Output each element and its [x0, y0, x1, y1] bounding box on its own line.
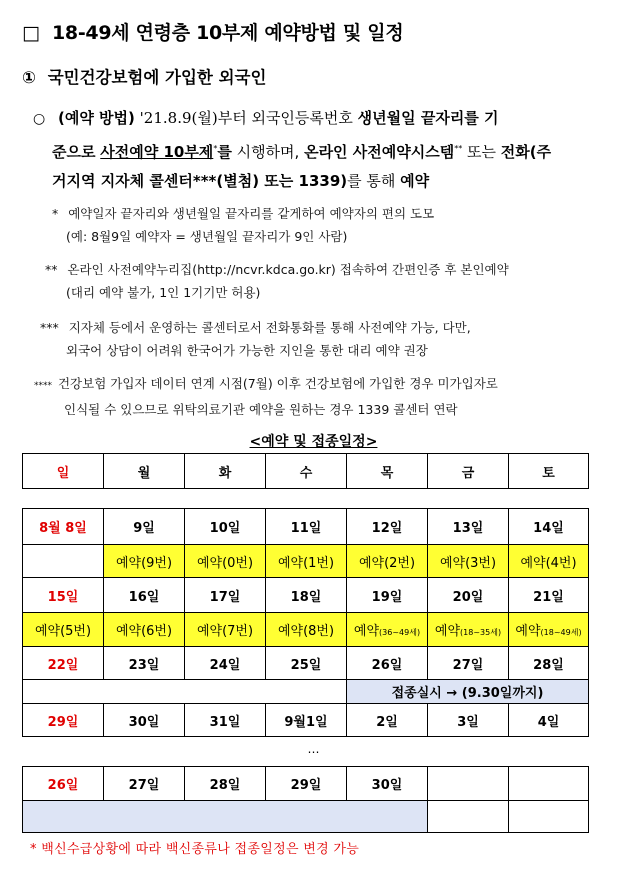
date-cell: 28일 — [185, 767, 266, 801]
empty-cell — [509, 801, 589, 833]
week1-reserve-row — [23, 545, 589, 578]
note-line: 건강보험 가입자 데이터 연계 시점(7월) 이후 건강보험에 가입한 경우 미가입자로 — [57, 376, 498, 391]
note-line: 지자체 등에서 운영하는 콜센터로서 전화통화를 통해 사전예약 가능, 다만, — [68, 320, 471, 335]
date-cell: 28일 — [509, 647, 589, 680]
date-cell: 23일 — [104, 647, 185, 680]
reserve-cell — [347, 613, 428, 647]
reserve-cell: 예약(3번) — [428, 545, 509, 578]
reserve-cell: 예약(2번) — [347, 545, 428, 578]
date-cell: 2일 — [347, 704, 428, 737]
page-title-text: 18-49세 연령층 10부제 예약방법 및 일정 — [51, 22, 404, 44]
section-heading-text: 국민건강보험에 가입한 외국인 — [47, 68, 267, 87]
date-cell: 17일 — [185, 578, 266, 613]
checkbox-square-icon: □ — [22, 22, 40, 44]
reserve-cell — [104, 613, 185, 647]
date-cell: 26일 — [23, 767, 104, 801]
date-cell: 29일 — [23, 704, 104, 737]
reserve-label: 예약(5번) — [34, 624, 92, 639]
note-1 — [52, 202, 434, 248]
date-cell: 19일 — [347, 578, 428, 613]
note-marker: *** — [40, 320, 59, 335]
reserve-cell — [428, 613, 509, 647]
reserve-label: 예약(7번) — [196, 624, 254, 639]
week1-dates-row — [23, 509, 589, 545]
note-line: 외국어 상담이 어려워 한국어가 가능한 지인을 통한 대리 예약 권장 — [66, 343, 428, 358]
reserve-cell: 예약(1번) — [266, 545, 347, 578]
note-line: (대리 예약 불가, 1인 1기기만 허용) — [66, 285, 261, 300]
date-cell: 8월 8일 — [23, 509, 104, 545]
note-4 — [34, 372, 498, 421]
calendar-last-week — [22, 766, 589, 833]
method-text-12: 를 통해 — [347, 172, 401, 190]
reserve-label: 예약 — [515, 624, 541, 639]
date-cell: 30일 — [347, 767, 428, 801]
date-cell: 16일 — [104, 578, 185, 613]
date-cell — [428, 767, 509, 801]
circled-number-icon: ① — [22, 68, 36, 87]
reserve-label: 예약 — [434, 624, 461, 639]
date-cell: 22일 — [23, 647, 104, 680]
date-cell — [509, 767, 589, 801]
date-cell: 31일 — [185, 704, 266, 737]
week2-reserve-row — [23, 613, 589, 647]
date-cell: 20일 — [428, 578, 509, 613]
date-cell: 9일 — [104, 509, 185, 545]
weekday-thu: 목 — [347, 454, 428, 489]
method-text-1: '21.8.9(월)부터 외국인등록번호 — [134, 109, 358, 127]
date-cell: 14일 — [509, 509, 589, 545]
method-text-11: 거지역 지자체 콜센터***(별첨) 또는 1339) — [52, 172, 348, 190]
method-text-5: 사전예약 10부제 — [100, 143, 214, 161]
date-cell: 25일 — [266, 647, 347, 680]
vaccination-bar — [23, 801, 428, 833]
date-cell: 3일 — [428, 704, 509, 737]
date-cell: 11일 — [266, 509, 347, 545]
weekday-header — [22, 453, 589, 489]
section-heading — [22, 64, 266, 88]
reserve-label: 예약(6번) — [115, 624, 173, 639]
reserve-age-range: (18~35세) — [460, 628, 502, 637]
date-cell: 10일 — [185, 509, 266, 545]
reserve-age-range: (18~49세) — [540, 628, 582, 637]
last-week-vaccination-row — [23, 801, 589, 833]
schedule-title: <예약 및 접종일정> — [249, 434, 378, 450]
note-line: (예: 8월9일 예약자 = 생년월일 끝자리가 9인 사람) — [66, 229, 348, 244]
vaccination-period: 접종실시 → (9.30일까지) — [347, 680, 589, 704]
reserve-cell — [185, 613, 266, 647]
method-text-3: 준으로 — [52, 143, 96, 161]
date-cell: 9월1일 — [266, 704, 347, 737]
empty-cell — [428, 801, 509, 833]
method-text-9: 또는 — [462, 143, 501, 161]
date-cell: 29일 — [266, 767, 347, 801]
method-label: (예약 방법) — [58, 109, 135, 127]
method-sup-2: ** — [454, 144, 463, 153]
weekday-sun: 일 — [23, 454, 104, 489]
method-text-7: 시행하며, — [231, 143, 305, 161]
reservation-method-paragraph — [33, 104, 603, 196]
method-text-13: 예약 — [400, 172, 430, 190]
reserve-cell: 예약(4번) — [509, 545, 589, 578]
calendar-table — [22, 508, 589, 737]
last-week-dates-row — [23, 767, 589, 801]
method-text-2: 생년월일 끝자리를 기 — [357, 109, 499, 127]
date-cell: 26일 — [347, 647, 428, 680]
reserve-label: 예약 — [353, 624, 380, 639]
empty-cell — [23, 680, 347, 704]
note-2 — [45, 258, 509, 304]
weekday-tue: 화 — [185, 454, 266, 489]
note-marker: **** — [34, 381, 52, 391]
ellipsis: … — [307, 742, 320, 756]
date-cell: 4일 — [509, 704, 589, 737]
weekday-fri: 금 — [428, 454, 509, 489]
date-cell: 30일 — [104, 704, 185, 737]
weekday-sat: 토 — [509, 454, 589, 489]
date-cell: 24일 — [185, 647, 266, 680]
method-sup-1: * — [213, 144, 218, 153]
date-cell: 13일 — [428, 509, 509, 545]
reserve-label: 예약(8번) — [277, 624, 335, 639]
week2-dates-row — [23, 578, 589, 613]
weekday-wed: 수 — [266, 454, 347, 489]
note-line: 온라인 사전예약누리집(http://ncvr.kdca.go.kr) 접속하여 간편인증 후 본인예약 — [67, 262, 509, 277]
note-marker: ** — [45, 262, 58, 277]
date-cell: 12일 — [347, 509, 428, 545]
date-cell: 18일 — [266, 578, 347, 613]
circle-bullet-icon: ○ — [33, 111, 46, 127]
reserve-cell: 예약(0번) — [185, 545, 266, 578]
note-marker: * — [52, 206, 59, 221]
method-text-10: 전화(주 — [500, 143, 552, 161]
footnote: * 백신수급상황에 따라 백신종류나 접종일정은 변경 가능 — [30, 842, 360, 857]
date-cell: 27일 — [428, 647, 509, 680]
weekday-mon: 월 — [104, 454, 185, 489]
week4-dates-row — [23, 704, 589, 737]
date-cell: 15일 — [23, 578, 104, 613]
week3-vaccination-row — [23, 680, 589, 704]
method-text-8: 온라인 사전예약시스템 — [304, 143, 455, 161]
date-cell: 27일 — [104, 767, 185, 801]
method-text-6: 를 — [217, 143, 232, 161]
reserve-age-range: (36~49세) — [379, 628, 421, 637]
note-line: 인식될 수 있으므로 위탁의료기관 예약을 원하는 경우 1339 콜센터 연락 — [64, 402, 458, 417]
reserve-cell: 예약(9번) — [104, 545, 185, 578]
note-3 — [40, 316, 471, 362]
reserve-cell-empty — [23, 545, 104, 578]
date-cell: 21일 — [509, 578, 589, 613]
reserve-cell — [509, 613, 589, 647]
reserve-cell — [266, 613, 347, 647]
note-line: 예약일자 끝자리와 생년월일 끝자리를 같게하여 예약자의 편의 도모 — [68, 206, 435, 221]
reserve-cell — [23, 613, 104, 647]
week3-dates-row — [23, 647, 589, 680]
page-title — [22, 18, 403, 45]
